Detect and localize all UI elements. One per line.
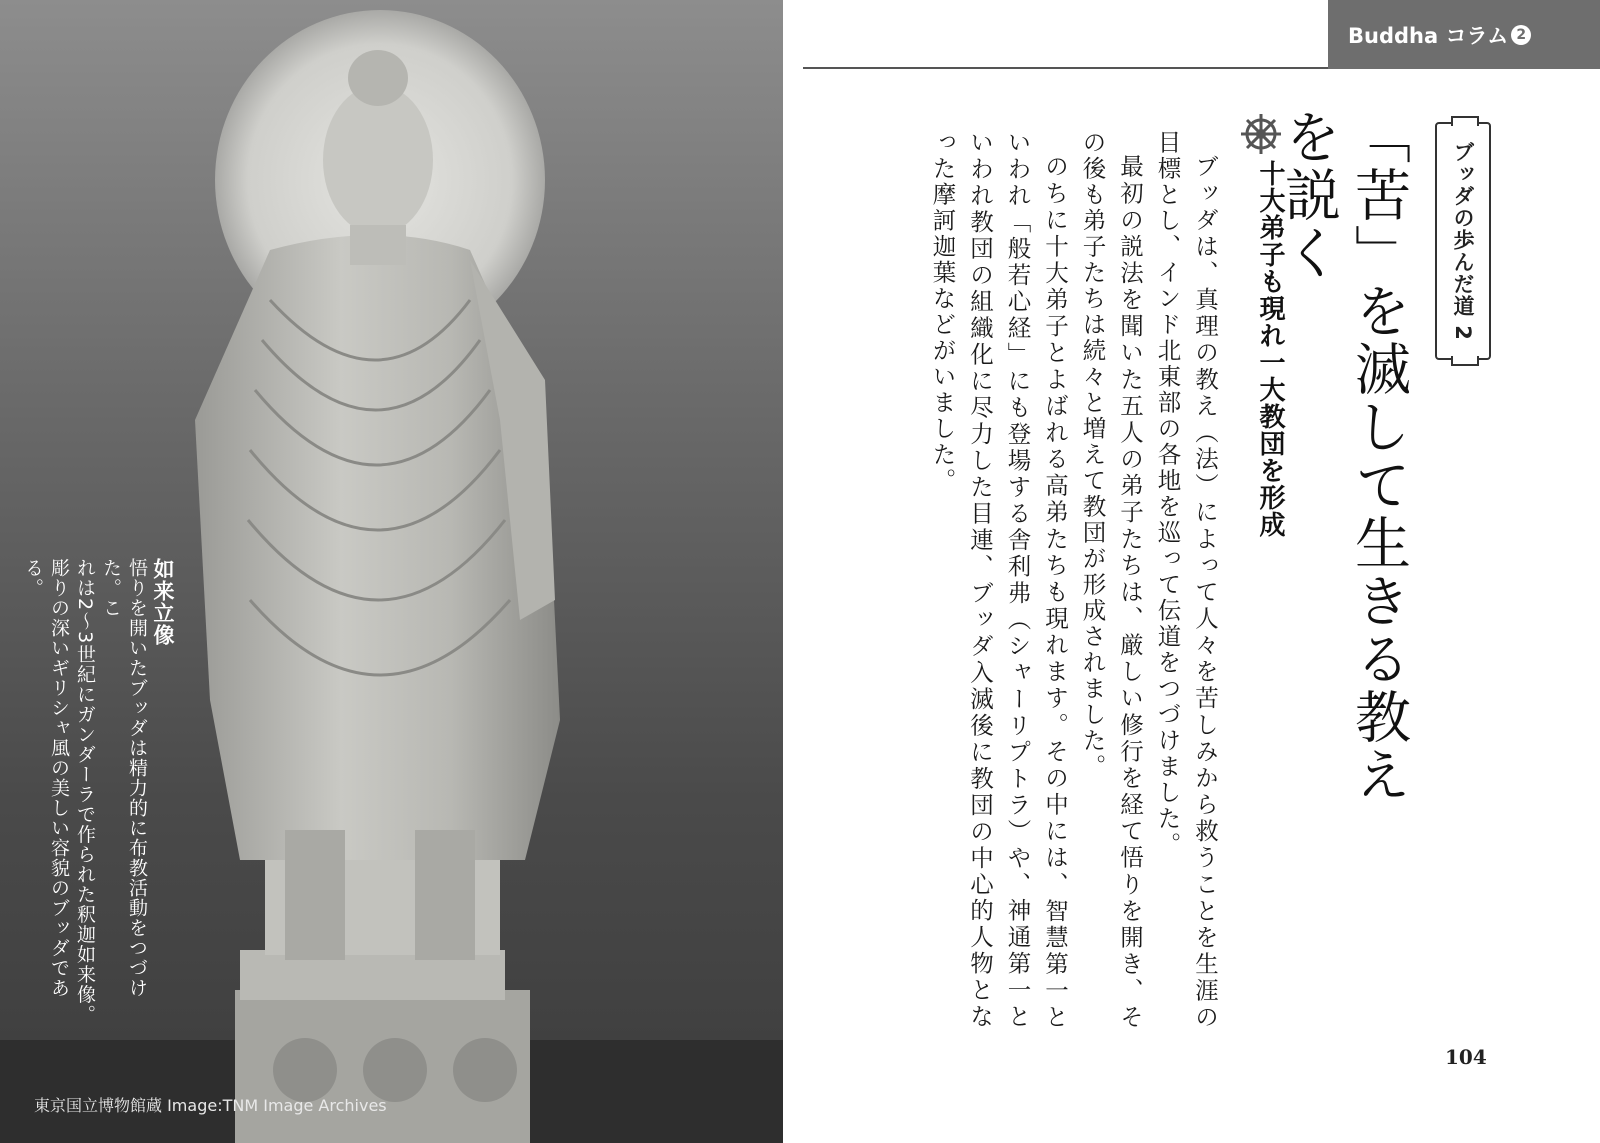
statue-photo <box>0 0 783 1143</box>
body-paragraph: 最初の説法を聞いた五人の弟子たちは、厳しい修行を経て悟りを開き、その後も弟子たちは続々と増えて教団が形成されました。 <box>1078 130 1144 1030</box>
page-title: 「苦」を滅して生きる教えを説く <box>1276 108 1411 804</box>
body-paragraph: ブッダは、真理の教え（法）によって人々を苦しみから救うことを生涯の目標とし、インド北東部の各地を巡って伝道をつづけました。 <box>1153 130 1219 1030</box>
page-number: 104 <box>1445 1045 1487 1069</box>
chapter-badge: ブッダの歩んだ道 2 <box>1435 122 1491 360</box>
caption-line: れは2～3世紀にガンダーラで作られた釈迦如来像。 <box>74 558 96 1025</box>
body-text <box>888 130 1223 1030</box>
caption-title: 如来立像 <box>151 558 175 646</box>
body-paragraph: のちに十大弟子とよばれる高弟たちも現れます。その中には、智慧第一といわれ「般若心経」にも登場する舎利弗（シャーリプトラ）や、神通第一といわれ教団の組織化に尽力した目連、ブッダ入滅後に教団の中心的人物となった摩訶迦葉などがいました。 <box>928 130 1069 1031</box>
caption-line: 悟りを開いたブッダは精力的に布教活動をつづけた。こ <box>100 558 148 998</box>
column-number: 2 <box>1511 25 1531 45</box>
photo-credit: 東京国立博物館蔵 Image:TNM Image Archives <box>34 1096 387 1115</box>
column-label: Buddha コラム <box>1348 23 1509 48</box>
dharma-wheel-icon <box>1239 112 1283 156</box>
text-page <box>783 0 1600 1143</box>
section-heading: 十大弟子も現れ一大教団を形成 <box>1255 160 1285 538</box>
photo-caption <box>22 558 176 1028</box>
caption-line: 彫りの深いギリシャ風の美しい容貌のブッダである。 <box>22 558 70 998</box>
column-header <box>1328 0 1600 69</box>
